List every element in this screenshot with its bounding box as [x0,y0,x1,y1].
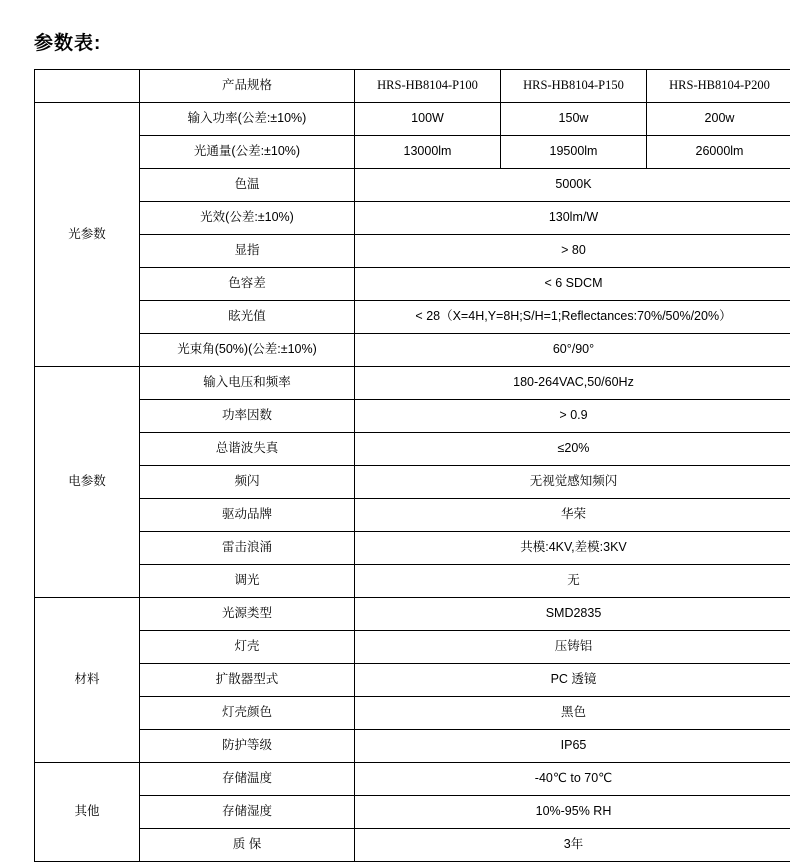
table-header-row [35,70,790,103]
header-spec-label: 产品规格 [140,70,355,103]
parameter-label: 防护等级 [140,730,355,763]
table-row [35,532,790,565]
table-row [35,367,790,400]
parameter-value: 5000K [355,169,790,202]
parameter-value: -40℃ to 70℃ [355,763,790,796]
parameter-value: PC 透镜 [355,664,790,697]
parameter-label: 存储湿度 [140,796,355,829]
parameter-value: 26000lm [647,136,790,169]
table-row [35,466,790,499]
parameter-label: 质 保 [140,829,355,862]
table-row [35,103,790,136]
table-body [35,70,790,862]
parameter-value: ≤20% [355,433,790,466]
table-row [35,796,790,829]
table-row [35,598,790,631]
group-label: 电参数 [35,367,140,598]
parameter-value: 13000lm [355,136,501,169]
parameter-value: 100W [355,103,501,136]
parameter-value: 无视觉感知频闪 [355,466,790,499]
parameter-value: 共模:4KV,差模:3KV [355,532,790,565]
group-label: 光参数 [35,103,140,367]
parameter-label: 扩散器型式 [140,664,355,697]
header-model-2: HRS-HB8104-P150 [501,70,647,103]
parameter-value: 华荣 [355,499,790,532]
parameter-label: 总谐波失真 [140,433,355,466]
table-row [35,235,790,268]
parameter-label: 光效(公差:±10%) [140,202,355,235]
header-model-1: HRS-HB8104-P100 [355,70,501,103]
parameter-value: 180-264VAC,50/60Hz [355,367,790,400]
parameter-label: 光通量(公差:±10%) [140,136,355,169]
specification-table [34,69,790,862]
parameter-label: 灯壳 [140,631,355,664]
table-row [35,268,790,301]
table-row [35,169,790,202]
spec-sheet-page [0,28,790,863]
parameter-label: 驱动品牌 [140,499,355,532]
parameter-label: 显指 [140,235,355,268]
table-row [35,499,790,532]
parameter-label: 色容差 [140,268,355,301]
parameter-value: < 6 SDCM [355,268,790,301]
table-row [35,301,790,334]
parameter-value: > 80 [355,235,790,268]
parameter-label: 光束角(50%)(公差:±10%) [140,334,355,367]
parameter-value: 无 [355,565,790,598]
parameter-value: 压铸铝 [355,631,790,664]
parameter-label: 眩光值 [140,301,355,334]
parameter-label: 调光 [140,565,355,598]
parameter-label: 输入功率(公差:±10%) [140,103,355,136]
table-row [35,400,790,433]
parameter-value: < 28（X=4H,Y=8H;S/H=1;Reflectances:70%/50%/20%） [355,301,790,334]
parameter-value: 3年 [355,829,790,862]
parameter-label: 存储温度 [140,763,355,796]
parameter-value: 10%-95% RH [355,796,790,829]
parameter-value: 150w [501,103,647,136]
table-row [35,202,790,235]
parameter-label: 色温 [140,169,355,202]
table-row [35,565,790,598]
table-row [35,433,790,466]
table-row [35,631,790,664]
parameter-value: 200w [647,103,790,136]
group-label: 其他 [35,763,140,862]
table-row [35,763,790,796]
parameter-label: 输入电压和频率 [140,367,355,400]
table-row [35,334,790,367]
parameter-label: 频闪 [140,466,355,499]
page-title: 参数表: [34,28,790,55]
parameter-label: 功率因数 [140,400,355,433]
group-label: 材料 [35,598,140,763]
table-row [35,664,790,697]
table-row [35,697,790,730]
parameter-label: 灯壳颜色 [140,697,355,730]
parameter-label: 雷击浪涌 [140,532,355,565]
parameter-value: 130lm/W [355,202,790,235]
parameter-value: 60°/90° [355,334,790,367]
table-row [35,136,790,169]
parameter-value: IP65 [355,730,790,763]
parameter-value: 19500lm [501,136,647,169]
parameter-label: 光源类型 [140,598,355,631]
parameter-value: 黑色 [355,697,790,730]
parameter-value: > 0.9 [355,400,790,433]
parameter-value: SMD2835 [355,598,790,631]
table-row [35,730,790,763]
header-model-3: HRS-HB8104-P200 [647,70,790,103]
table-row [35,829,790,862]
header-corner-blank [35,70,140,103]
